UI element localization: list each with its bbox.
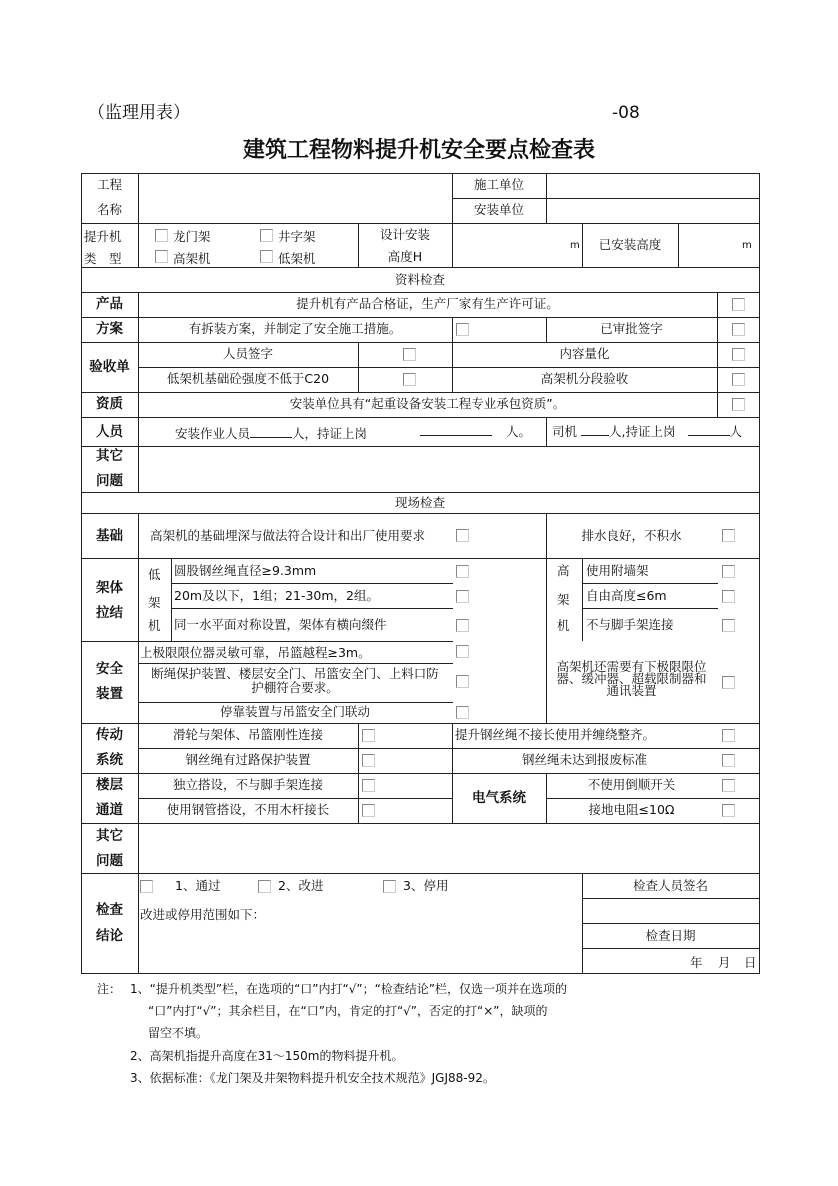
low-frame-label: 低 bbox=[148, 567, 161, 582]
checkbox[interactable] bbox=[456, 529, 469, 542]
drive-item: 钢丝绳有过路保护装置 bbox=[185, 752, 311, 767]
construction-unit-label: 施工单位 bbox=[473, 177, 524, 192]
safety-high-text-3: 通讯装置 bbox=[606, 683, 657, 698]
low-frame-item: 同一水平面对称设置，架体有横向缀件 bbox=[174, 617, 387, 632]
safety-item-cont: 护棚符合要求。 bbox=[251, 680, 339, 695]
option-stop: 3、停用 bbox=[403, 878, 449, 893]
hoist-type-label-2: 类 型 bbox=[84, 251, 122, 266]
grid-line-h bbox=[138, 702, 453, 703]
checkbox[interactable] bbox=[403, 348, 416, 361]
grid-line-h bbox=[81, 773, 760, 774]
safety-label: 安全 bbox=[96, 661, 123, 677]
note-1: 1、“提升机类型”栏，在选项的“口”内打“√”；“检查结论”栏，仅选一项并在选项的 bbox=[130, 982, 568, 996]
high-frame-label-2: 架 bbox=[557, 592, 570, 607]
design-height-unit: m bbox=[570, 240, 580, 251]
low-frame-item: 20m及以下，1组；21-30m，2组。 bbox=[174, 588, 379, 603]
electrical-item: 接地电阻≤10Ω bbox=[588, 802, 675, 817]
conclusion-label-2: 结论 bbox=[96, 928, 123, 944]
grid-line-h bbox=[81, 513, 760, 514]
floor-label-2: 通道 bbox=[96, 802, 123, 818]
inspector-sign-label: 检查人员签名 bbox=[632, 878, 708, 893]
foundation-text: 高架机的基础埋深与做法符合设计和出厂使用要求 bbox=[150, 528, 426, 543]
grid-line-v bbox=[138, 513, 139, 973]
checkbox[interactable] bbox=[722, 619, 735, 632]
electrical-item: 不使用倒顺开关 bbox=[587, 777, 676, 792]
grid-line-h bbox=[582, 948, 760, 949]
conclusion-label: 检查 bbox=[96, 902, 123, 918]
project-name-label-2: 名称 bbox=[96, 202, 122, 217]
checkbox[interactable] bbox=[456, 645, 469, 658]
checkbox[interactable] bbox=[456, 590, 469, 603]
low-frame-item: 圆股钢丝绳直径≥9.3mm bbox=[174, 563, 317, 578]
checkbox[interactable] bbox=[362, 779, 375, 792]
grid-line-h bbox=[582, 923, 760, 924]
qualification-label: 资质 bbox=[96, 396, 123, 412]
drive-item-right: 钢丝绳未达到报废标准 bbox=[521, 752, 647, 767]
checkbox[interactable] bbox=[732, 348, 745, 361]
grid-line-h bbox=[81, 342, 760, 343]
option-high-frame: 高架机 bbox=[173, 251, 211, 266]
notes-prefix: 注： bbox=[97, 982, 122, 996]
grid-line-h bbox=[81, 973, 760, 974]
checkbox[interactable] bbox=[456, 675, 469, 688]
grid-line-h bbox=[81, 446, 760, 447]
qualification-text: 安装单位具有“起重设备安装工程专业承包资质”。 bbox=[289, 396, 566, 411]
checkbox[interactable] bbox=[456, 565, 469, 578]
checkbox[interactable] bbox=[260, 229, 273, 242]
docs-other-label: 其它 bbox=[96, 448, 123, 464]
checkbox[interactable] bbox=[722, 676, 735, 689]
grid-line-v bbox=[171, 558, 172, 641]
note-1-cont-2: 留空不填。 bbox=[148, 1026, 209, 1040]
grid-line-h bbox=[138, 663, 453, 664]
design-height-label-2: 高度H bbox=[387, 249, 423, 264]
safety-item: 断绳保护装置、楼层安全门、吊篮安全门、上料口防 bbox=[151, 666, 439, 681]
staff-driver-line: 司机 人,持证上岗 人 bbox=[552, 424, 743, 439]
staff-install-count: 人。 bbox=[420, 423, 531, 440]
hoist-type-label: 提升机 bbox=[84, 229, 122, 244]
safety-high-text-2: 器、缓冲器、超载限制器和 bbox=[556, 671, 707, 686]
drive-item-right: 提升钢丝绳不接长使用并缠绕整齐。 bbox=[455, 727, 656, 742]
low-frame-label-2: 架 bbox=[148, 595, 161, 610]
electrical-label: 电气系统 bbox=[472, 790, 526, 806]
form-code: -08 bbox=[612, 103, 640, 123]
grid-line-v bbox=[452, 723, 453, 823]
date-month: 月 bbox=[718, 955, 731, 970]
option-well-frame: 井字架 bbox=[278, 229, 316, 244]
grid-line-h bbox=[546, 798, 760, 799]
grid-line-h bbox=[81, 223, 760, 224]
installation-unit-label: 安装单位 bbox=[473, 202, 524, 217]
project-name-label: 工程 bbox=[96, 177, 122, 192]
foundation-drainage: 排水良好，不积水 bbox=[581, 528, 682, 543]
grid-line-h bbox=[582, 898, 760, 899]
checkbox[interactable] bbox=[456, 706, 469, 719]
checkbox[interactable] bbox=[722, 779, 735, 792]
staff-label: 人员 bbox=[96, 424, 123, 440]
grid-line-h bbox=[81, 641, 453, 642]
checkbox[interactable] bbox=[732, 373, 745, 386]
checkbox[interactable] bbox=[155, 229, 168, 242]
grid-line-v bbox=[452, 317, 453, 342]
grid-line-h bbox=[81, 417, 760, 418]
checkbox[interactable] bbox=[732, 323, 745, 336]
checkbox[interactable] bbox=[732, 398, 745, 411]
grid-line-h bbox=[138, 748, 760, 749]
checkbox[interactable] bbox=[258, 880, 271, 893]
grid-line-h bbox=[81, 873, 760, 874]
site-section-title: 现场检查 bbox=[394, 495, 445, 510]
low-frame-label-3: 机 bbox=[148, 618, 161, 633]
grid-line-h bbox=[138, 798, 453, 799]
checkbox[interactable] bbox=[362, 729, 375, 742]
note-3: 3、依据标准：《龙门架及井架物料提升机安全技术规范》JGJ88-92。 bbox=[130, 1071, 495, 1085]
grid-line-h bbox=[81, 723, 760, 724]
checkbox[interactable] bbox=[722, 529, 735, 542]
checkbox[interactable] bbox=[722, 804, 735, 817]
product-text: 提升机有产品合格证，生产厂家有生产许可证。 bbox=[296, 296, 559, 311]
frame-label: 架体 bbox=[96, 580, 123, 596]
check-date-label: 检查日期 bbox=[645, 928, 696, 943]
grid-line-h bbox=[171, 608, 453, 609]
option-gantry: 龙门架 bbox=[173, 229, 211, 244]
checkbox[interactable] bbox=[722, 590, 735, 603]
floor-label: 楼层 bbox=[96, 777, 123, 793]
grid-line-h bbox=[81, 492, 760, 493]
checkbox[interactable] bbox=[722, 729, 735, 742]
grid-line-h bbox=[81, 558, 760, 559]
docs-other-label-2: 问题 bbox=[96, 473, 123, 489]
site-other-label: 其它 bbox=[96, 828, 123, 844]
high-frame-item: 使用附墙架 bbox=[586, 563, 649, 578]
installed-height-unit: m bbox=[742, 240, 752, 251]
site-other-label-2: 问题 bbox=[96, 853, 123, 869]
checkbox[interactable] bbox=[456, 619, 469, 632]
checkbox[interactable] bbox=[732, 298, 745, 311]
high-frame-item: 自由高度≤6m bbox=[586, 588, 667, 603]
acceptance-stage: 高架机分段验收 bbox=[540, 371, 629, 386]
grid-line-h bbox=[452, 198, 760, 199]
plan-approved: 已审批签字 bbox=[600, 321, 663, 336]
plan-text: 有拆装方案，并制定了安全施工措施。 bbox=[188, 321, 402, 336]
grid-line-h bbox=[81, 823, 760, 824]
checkbox[interactable] bbox=[362, 804, 375, 817]
checkbox[interactable] bbox=[456, 323, 469, 336]
checkbox[interactable] bbox=[383, 880, 396, 893]
docs-section-title: 资料检查 bbox=[394, 272, 445, 287]
checkbox[interactable] bbox=[155, 250, 168, 263]
high-frame-label: 高 bbox=[557, 563, 570, 578]
grid-line-h bbox=[582, 583, 718, 584]
date-year: 年 bbox=[690, 955, 703, 970]
grid-line-h bbox=[582, 608, 718, 609]
grid-line-v bbox=[717, 292, 718, 417]
frame-label-2: 拉结 bbox=[96, 605, 123, 621]
grid-line-h bbox=[81, 292, 760, 293]
safety-label-2: 装置 bbox=[96, 686, 123, 702]
high-frame-label-3: 机 bbox=[557, 618, 570, 633]
product-label: 产品 bbox=[96, 296, 123, 312]
grid-line-v bbox=[582, 558, 583, 641]
acceptance-sign: 人员签字 bbox=[222, 346, 273, 361]
plan-label: 方案 bbox=[96, 321, 123, 337]
checkbox[interactable] bbox=[403, 373, 416, 386]
grid-line-v bbox=[358, 723, 359, 823]
scope-label: 改进或停用范围如下： bbox=[140, 907, 266, 922]
grid-line-h bbox=[81, 317, 760, 318]
grid-line-h bbox=[138, 367, 760, 368]
grid-line-v bbox=[759, 173, 760, 973]
floor-item: 使用钢管搭设，不用木杆接长 bbox=[166, 802, 330, 817]
high-frame-item: 不与脚手架连接 bbox=[586, 617, 674, 632]
staff-install-line: 安装作业人员 人，持证上岗 bbox=[175, 426, 368, 441]
grid-line-v bbox=[546, 173, 547, 223]
supervision-label: （监理用表） bbox=[88, 103, 190, 123]
safety-item: 上极限限位器灵敏可靠，吊篮越程≥3m。 bbox=[140, 645, 371, 660]
acceptance-label: 验收单 bbox=[89, 359, 130, 375]
acceptance-content: 内容量化 bbox=[559, 346, 610, 361]
note-1-cont: “口”内打“√”；其余栏目，在“口”内，肯定的打“√”，否定的打“×”，缺项的 bbox=[148, 1004, 548, 1018]
grid-line-h bbox=[81, 392, 760, 393]
installed-height-label: 已安装高度 bbox=[598, 237, 662, 252]
safety-item: 停靠装置与吊篮安全门联动 bbox=[219, 704, 370, 719]
note-2: 2、高架机指提升高度在31～150m的物料提升机。 bbox=[130, 1049, 404, 1063]
drive-label: 传动 bbox=[96, 727, 123, 743]
checkbox[interactable] bbox=[722, 565, 735, 578]
design-height-label: 设计安装 bbox=[379, 227, 430, 242]
safety-high-text: 高架机还需要有下极限限位 bbox=[556, 659, 707, 674]
checkbox[interactable] bbox=[362, 754, 375, 767]
grid-line-v bbox=[678, 223, 679, 267]
foundation-label: 基础 bbox=[96, 528, 123, 544]
grid-line-h bbox=[81, 267, 760, 268]
grid-line-v bbox=[138, 173, 139, 267]
drive-label-2: 系统 bbox=[96, 752, 123, 768]
checkbox[interactable] bbox=[722, 754, 735, 767]
drive-item: 滑轮与架体、吊篮刚性连接 bbox=[172, 727, 323, 742]
floor-item: 独立搭设，不与脚手架连接 bbox=[172, 777, 323, 792]
page-title: 建筑工程物料提升机安全要点检查表 bbox=[242, 138, 595, 163]
grid-line-h bbox=[81, 173, 760, 174]
option-low-frame: 低架机 bbox=[278, 251, 316, 266]
checkbox[interactable] bbox=[140, 880, 153, 893]
option-pass: 1、通过 bbox=[175, 878, 221, 893]
acceptance-concrete: 低架机基础砼强度不低于C20 bbox=[166, 371, 330, 386]
grid-line-v bbox=[546, 417, 547, 446]
date-day: 日 bbox=[744, 955, 757, 970]
option-improve: 2、改进 bbox=[278, 878, 324, 893]
grid-line-v bbox=[358, 342, 359, 392]
checkbox[interactable] bbox=[260, 250, 273, 263]
grid-line-h bbox=[171, 583, 453, 584]
